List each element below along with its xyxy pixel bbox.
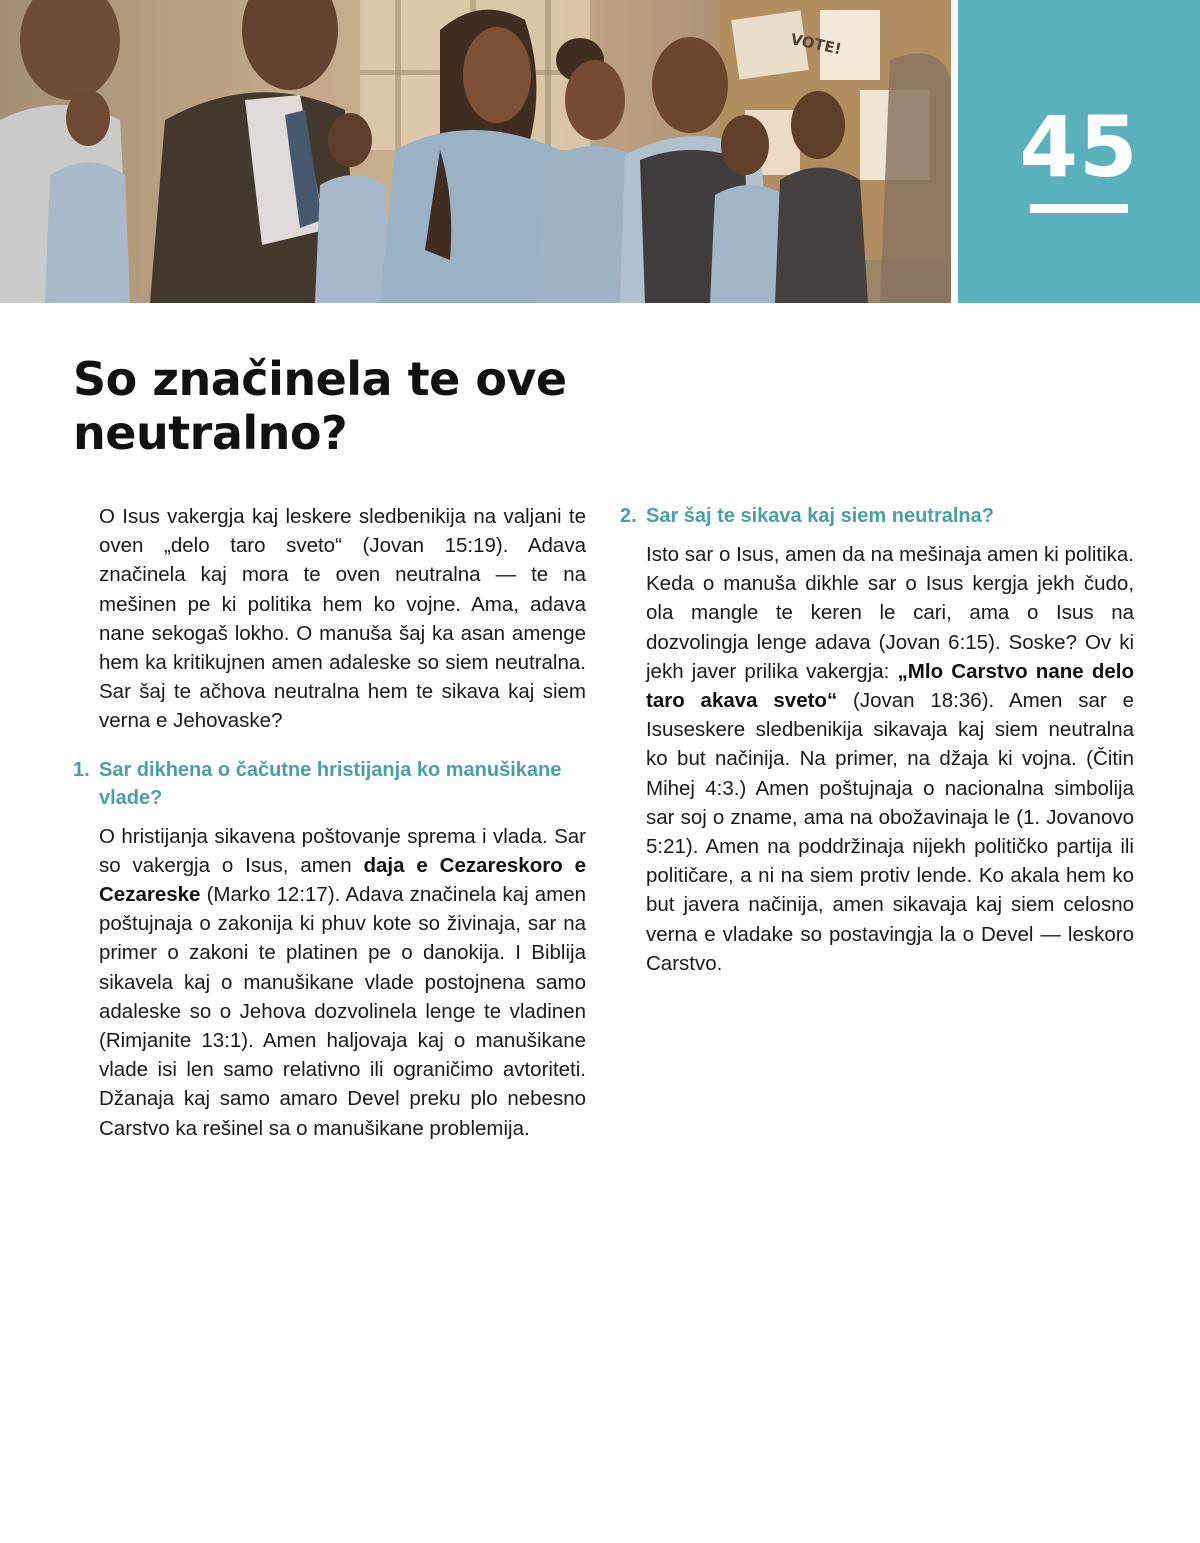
lesson-number-badge bbox=[958, 0, 1200, 303]
lesson-number-underline bbox=[1030, 204, 1128, 213]
section-1-text-bold: daja e Cezareskoro e Cezareske bbox=[99, 853, 586, 907]
section-2-number: 2. bbox=[620, 505, 637, 527]
section-1-paragraph bbox=[73, 822, 586, 1143]
header-photo bbox=[0, 0, 951, 303]
section-1-heading bbox=[73, 756, 586, 812]
right-column bbox=[620, 502, 1134, 978]
section-1-text-before: O hristijanja sikavena poštovanje sprema i vlada. Sar so vakergja o Isus, amen bbox=[99, 824, 586, 877]
section-2-text-bold: „Mlo Carstvo nane delo taro akava sveto“ bbox=[646, 659, 1134, 713]
section-2-text-after: (Jovan 18:36). Amen sar e Isuseskere sledbenikija sikavaja kaj siem neutralna ko but načinija. Na primer, na džaja ki vojna. (Čitin Mihej 4:3.) Amen poštujnaja o nacionalna simbolija sar soj o zname, ama na obožavinaja le (1. Jovanovo 5:21). Amen na poddržinaja nijekh političko partija ili političare, a ni na siem protiv lende. Ko akala hem ko but javera načinija, amen sikavaja kaj siem celosno verna e vladake so postavingja la o Devel — leskoro Carstvo. bbox=[646, 689, 1134, 975]
intro-paragraph: O Isus vakergja kaj leskere sledbenikija na valjani te oven „delo taro sveto“ (Jovan 15:19). Adava značinela kaj mora te oven neutralna — te na mešinen pe ki politika hem ko vojne. Ama, adava nane sekogaš lokho. O manuša šaj ka asan amenge hem ka kritikujnen amen adaleske so siem neutralna. Sar šaj te ačhova neutralna hem te sikava kaj siem verna e Jehovaske? bbox=[99, 505, 586, 733]
lesson-number: 45 bbox=[1019, 98, 1139, 196]
section-1-number: 1. bbox=[73, 758, 90, 781]
section-2-heading bbox=[620, 502, 1134, 530]
section-1-text-after: (Marko 12:17). Adava značinela kaj amen poštujnaja o zakonija ki phuv kote so živinaja, sar na primer o zakoni te platinen pe o danokija. I Biblija sikavela kaj o manušikane vlade postojnena samo adaleske so o Jehova dozvolinela lenge te vladinen (Rimjanite 13:1). Amen haljovaja kaj o manušikane vlade isi len samo relativno ili ograničimo avtoriteti. Džanaja kaj samo amaro Devel preku plo nebesno Carstvo ka rešinel sa o manušikane problemija. bbox=[99, 883, 586, 1140]
section-1-heading-text: Sar dikhena o čačutne hristijanja ko manušikane vlade? bbox=[99, 758, 562, 809]
section-2-heading-text: Sar šaj te sikava kaj siem neutralna? bbox=[646, 505, 994, 527]
poster-vote-text: VOTE! bbox=[788, 30, 844, 59]
section-2-paragraph bbox=[620, 540, 1134, 978]
page-title: So značinela te ove neutralno? bbox=[73, 352, 567, 460]
students-illustration bbox=[0, 0, 951, 303]
left-column bbox=[73, 502, 586, 1143]
section-2-text-before: Isto sar o Isus, amen da na mešinaja amen ki politika. Keda o manuša dikhle sar o Isus kergja jekh čudo, ola mangle te keren le cari, ama o Isus na dozvolingja lenge adava (Jovan 6:15). Soske? Ov ki jekh javer prilika vakergja: bbox=[646, 543, 1134, 683]
